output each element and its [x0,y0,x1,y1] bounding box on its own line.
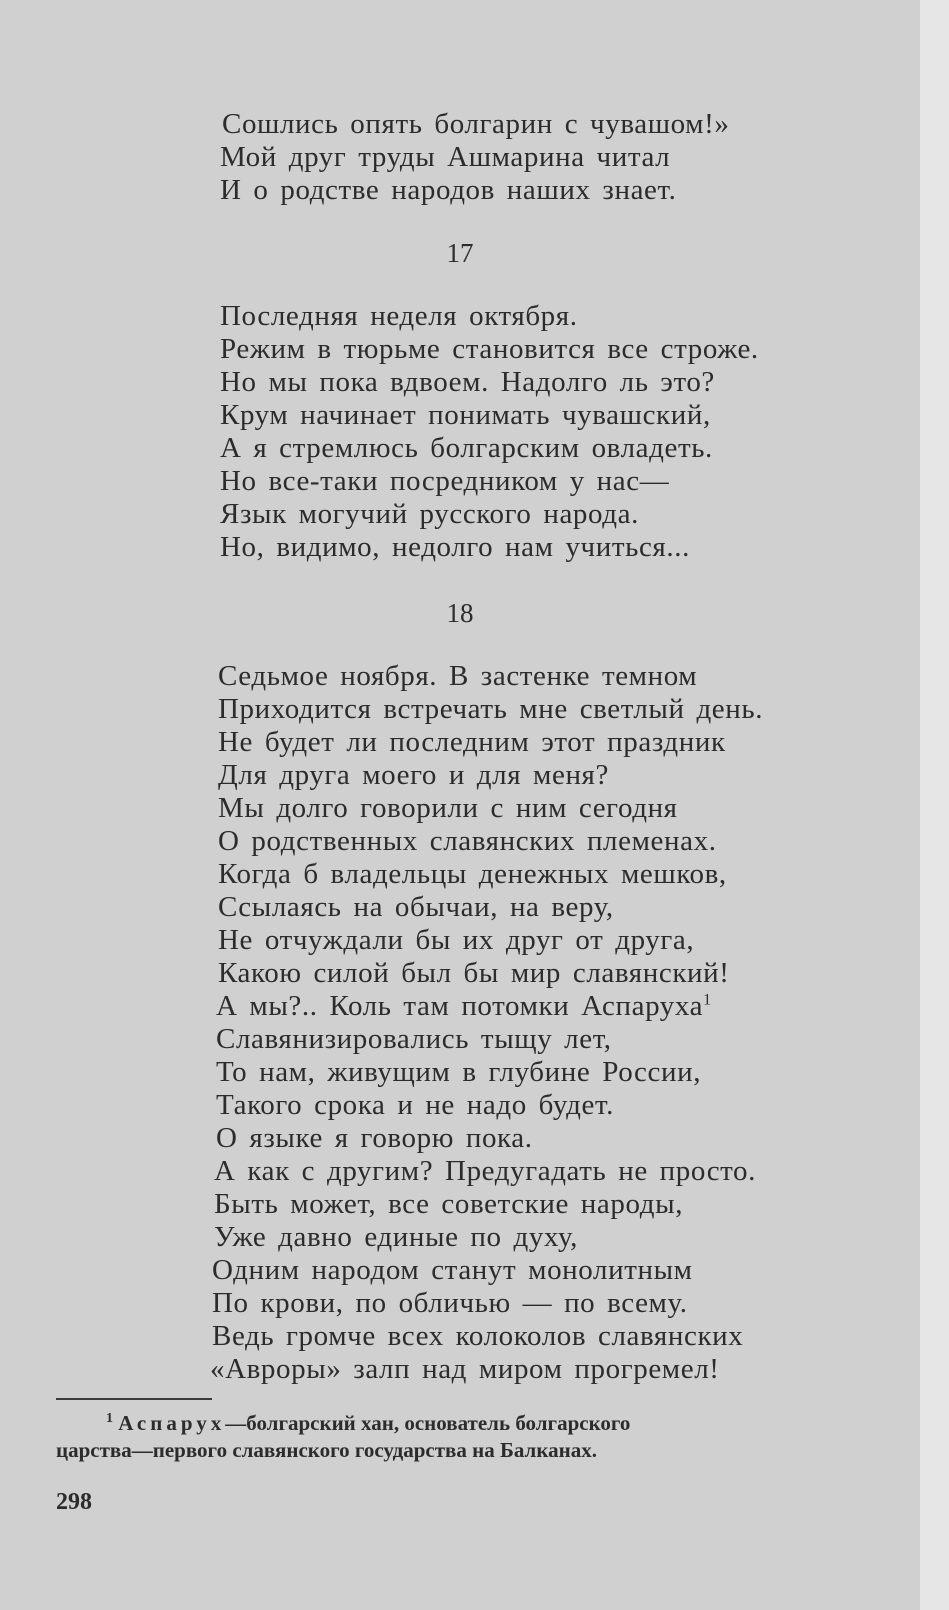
poem-line: А как с другим? Предугадать не просто. [214,1155,757,1187]
footnote-divider [56,1398,212,1400]
poem-line: Последняя неделя октября. [220,300,578,332]
poem-line: Мы долго говорили с ним сегодня [218,792,678,824]
poem-line: Язык могучий русского народа. [220,498,639,530]
poem-line: О родственных славянских племенах. [218,825,717,857]
poem-line: А я стремлюсь болгарским овладеть. [220,432,713,464]
page-edge [920,0,949,1610]
footnote-term: Аспарух [118,1411,226,1435]
poem-line: Не отчуждали бы их друг от друга, [218,924,695,956]
poem-line: Славянизировались тыщу лет, [216,1023,612,1055]
footnote-text: —болгарский хан, основатель болгарского [225,1411,631,1435]
poem-line: По крови, по обличью — по всему. [212,1287,688,1319]
poem-line: Одним народом станут монолитным [212,1254,693,1286]
page-number: 298 [56,1489,92,1515]
poem-line: Уже давно единые по духу, [214,1221,579,1253]
poem-line: О языке я говорю пока. [216,1122,533,1154]
section-number: 17 [446,238,474,268]
poem-line: Какою силой был бы мир славянский! [218,957,730,989]
poem-line: Ведь громче всех колоколов славянских [212,1320,744,1352]
poem-line-text: А мы?.. Коль там потомки Аспаруха [216,990,704,1022]
poem-line: Но, видимо, недолго нам учиться... [220,531,690,563]
poem-line: Такого срока и не надо будет. [216,1089,614,1121]
poem-line: И о родстве народов наших знает. [220,174,677,206]
section-number: 18 [446,598,474,628]
poem-line: Мой друг труды Ашмарина читал [220,141,671,173]
poem-line: Сошлись опять болгарин с чувашом!» [222,108,730,140]
poem-line: Приходится встречать мне светлый день. [218,693,764,725]
poem-line: Крум начинает понимать чувашский, [220,399,711,431]
poem-line: Седьмое ноября. В застенке темном [218,660,698,692]
poem-line: Но мы пока вдвоем. Надолго ль это? [220,366,715,398]
poem-line: Не будет ли последним этот праздник [218,726,726,758]
poem-line: «Авроры» залп над миром прогремел! [210,1353,720,1385]
footnote-continuation: царства—первого славянского государства на Балканах. [56,1438,597,1462]
poem-line: Быть может, все советские народы, [214,1188,684,1220]
poem-line: Но все-таки посредником у нас— [220,465,670,497]
poem-line: Режим в тюрьме становится все строже. [220,333,759,365]
poem-line [216,990,712,1022]
poem-line: Ссылаясь на обычаи, на веру, [218,891,614,923]
footnote-marker: 1 [106,1411,113,1426]
footnote-reference[interactable]: 1 [703,991,712,1009]
poem-line: То нам, живущим в глубине России, [216,1056,702,1088]
poem-line: Когда б владельцы денежных мешков, [218,858,727,890]
footnote [56,1410,886,1437]
poem-line: Для друга моего и для меня? [218,759,609,791]
